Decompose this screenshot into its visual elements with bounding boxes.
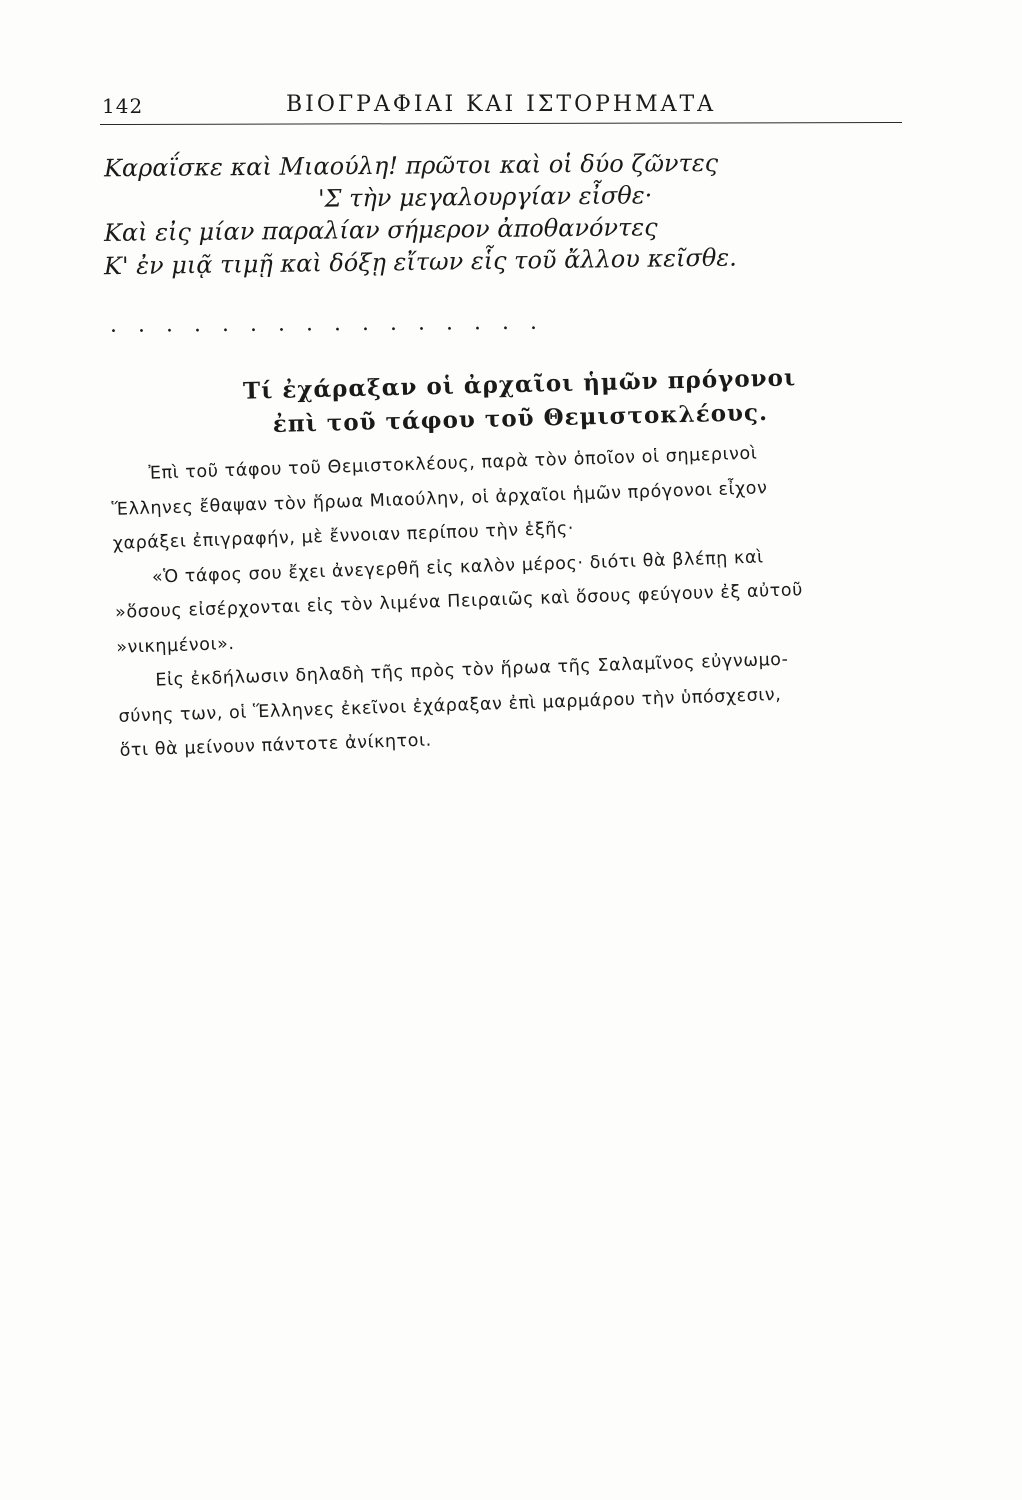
text-line: »ὅσους εἰσέρχονται εἰς τὸν λιμένα Πειραιῶς καὶ ὅσους φεύγουν ἐξ αὐτοῦ: [114, 580, 804, 623]
header-rule: [100, 122, 902, 125]
poem-line: Καραΐσκε καὶ Μιαούλη! πρῶτοι καὶ οἱ δύο ζῶντες: [103, 148, 719, 183]
poem-line: Καὶ εἰς μίαν παραλίαν σήμερον ἀποθανόντες: [103, 213, 658, 247]
poem-line: 'Σ τὴν μεγαλουργίαν εἶσθε·: [317, 181, 653, 213]
text-line: Ἐπὶ τοῦ τάφου τοῦ Θεμιστοκλέους, παρὰ τὸν ὁποῖον οἱ σημερινοὶ: [148, 443, 758, 484]
running-title: ΒΙΟΓΡΑΦΙΑΙ ΚΑΙ ΙΣΤΟΡΗΜΑΤΑ: [286, 92, 717, 117]
text-line: σύνης των, οἱ Ἕλληνες ἐκεῖνοι ἐχάραξαν ἐπὶ μαρμάρου τὴν ὑπόσχεσιν,: [118, 684, 782, 727]
section-heading-line: ἐπὶ τοῦ τάφου τοῦ Θεμιστοκλέους.: [272, 398, 769, 439]
section-heading: [199, 360, 840, 444]
poem-stanza: [103, 148, 864, 281]
poem-line: Κ' ἐν μιᾷ τιμῇ καὶ δόξῃ εἴτων εἷς τοῦ ἄλλου κεῖσθε.: [103, 243, 737, 281]
text-line: χαράξει ἐπιγραφήν, μὲ ἔννοιαν περίπου τὴν ἑξῆς·: [112, 518, 575, 554]
section-separator: ................: [109, 309, 558, 338]
page-header: [100, 86, 902, 122]
text-line: Εἰς ἐκδήλωσιν δηλαδὴ τῆς πρὸς τὸν ἥρωα τῆς Σαλαμῖνος εὐγνωμο-: [155, 649, 789, 691]
page-number: 142: [102, 94, 144, 118]
text-line: ὅτι θὰ μείνουν πάντοτε ἀνίκητοι.: [119, 730, 433, 761]
section-heading-line: Τί ἐχάραξαν οἱ ἀρχαῖοι ἡμῶν πρόγονοι: [242, 364, 797, 405]
body-text: [110, 431, 930, 768]
text-line: »νικημένοι».: [115, 633, 235, 658]
text-line: Ἕλληνες ἔθαψαν τὸν ἥρωα Μιαούλην, οἱ ἀρχαῖοι ἡμῶν πρόγονοι εἶχον: [111, 477, 768, 520]
text-line: «Ὁ τάφος σου ἔχει ἀνεγερθῆ εἰς καλὸν μέρος· διότι θὰ βλέπῃ καὶ: [151, 546, 764, 588]
